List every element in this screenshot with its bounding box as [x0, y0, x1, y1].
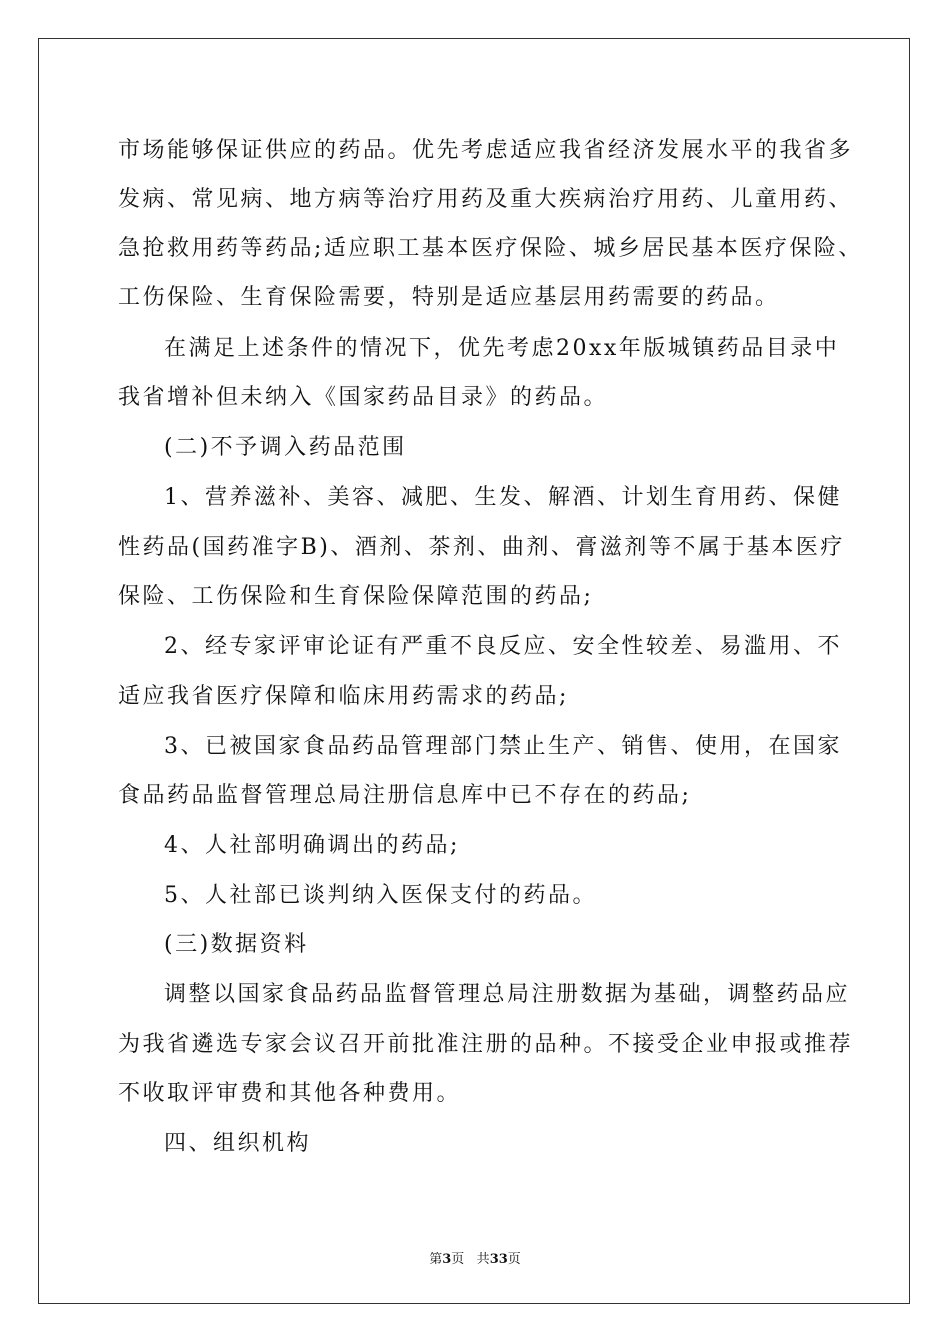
- footer-page-suffix: 页: [451, 1252, 465, 1267]
- page-border: [38, 38, 910, 1304]
- section-heading: 四、组织机构: [164, 1131, 312, 1156]
- footer-total-suffix: 页: [507, 1252, 521, 1267]
- text-line: 市场能够保证供应的药品。优先考虑适应我省经济发展水平的我省多: [118, 138, 854, 163]
- text-line: 适应我省医疗保障和临床用药需求的药品;: [118, 684, 569, 709]
- footer-total-prefix: 共: [476, 1252, 490, 1267]
- list-item: 2、经专家评审论证有严重不良反应、安全性较差、易滥用、不: [164, 634, 842, 659]
- list-item: 5、人社部已谈判纳入医保支付的药品。: [164, 883, 597, 908]
- text-line: 性药品(国药准字B)、酒剂、茶剂、曲剂、膏滋剂等不属于基本医疗: [118, 535, 845, 560]
- paragraph-start: 在满足上述条件的情况下，优先考虑20xx年版城镇药品目录中: [164, 336, 840, 361]
- paragraph-start: 调整以国家食品药品监督管理总局注册数据为基础，调整药品应: [164, 982, 851, 1007]
- text-line: 发病、常见病、地方病等治疗用药及重大疾病治疗用药、儿童用药、: [118, 187, 854, 212]
- text-line: 不收取评审费和其他各种费用。: [118, 1081, 462, 1106]
- page-footer: [0, 1248, 950, 1267]
- text-line: 保险、工伤保险和生育保险保障范围的药品;: [118, 584, 594, 609]
- text-line: 急抢救用药等药品;适应职工基本医疗保险、城乡居民基本医疗保险、: [118, 236, 863, 261]
- text-line: 我省增补但未纳入《国家药品目录》的药品。: [118, 385, 609, 410]
- footer-page-number: 3: [442, 1252, 452, 1267]
- list-item: 4、人社部明确调出的药品;: [164, 833, 460, 858]
- list-item: 3、已被国家食品药品管理部门禁止生产、销售、使用，在国家: [164, 734, 842, 759]
- section-heading: (三)数据资料: [164, 932, 309, 957]
- text-line: 工伤保险、生育保险需要，特别是适应基层用药需要的药品。: [118, 285, 780, 310]
- text-line: 食品药品监督管理总局注册信息库中已不存在的药品;: [118, 783, 692, 808]
- section-heading: (二)不予调入药品范围: [164, 435, 407, 460]
- footer-total-pages: 33: [489, 1252, 508, 1267]
- text-line: 为我省遴选专家会议召开前批准注册的品种。不接受企业申报或推荐: [118, 1032, 854, 1057]
- footer-page-prefix: 第: [429, 1252, 443, 1267]
- list-item: 1、营养滋补、美容、减肥、生发、解酒、计划生育用药、保健: [164, 485, 842, 510]
